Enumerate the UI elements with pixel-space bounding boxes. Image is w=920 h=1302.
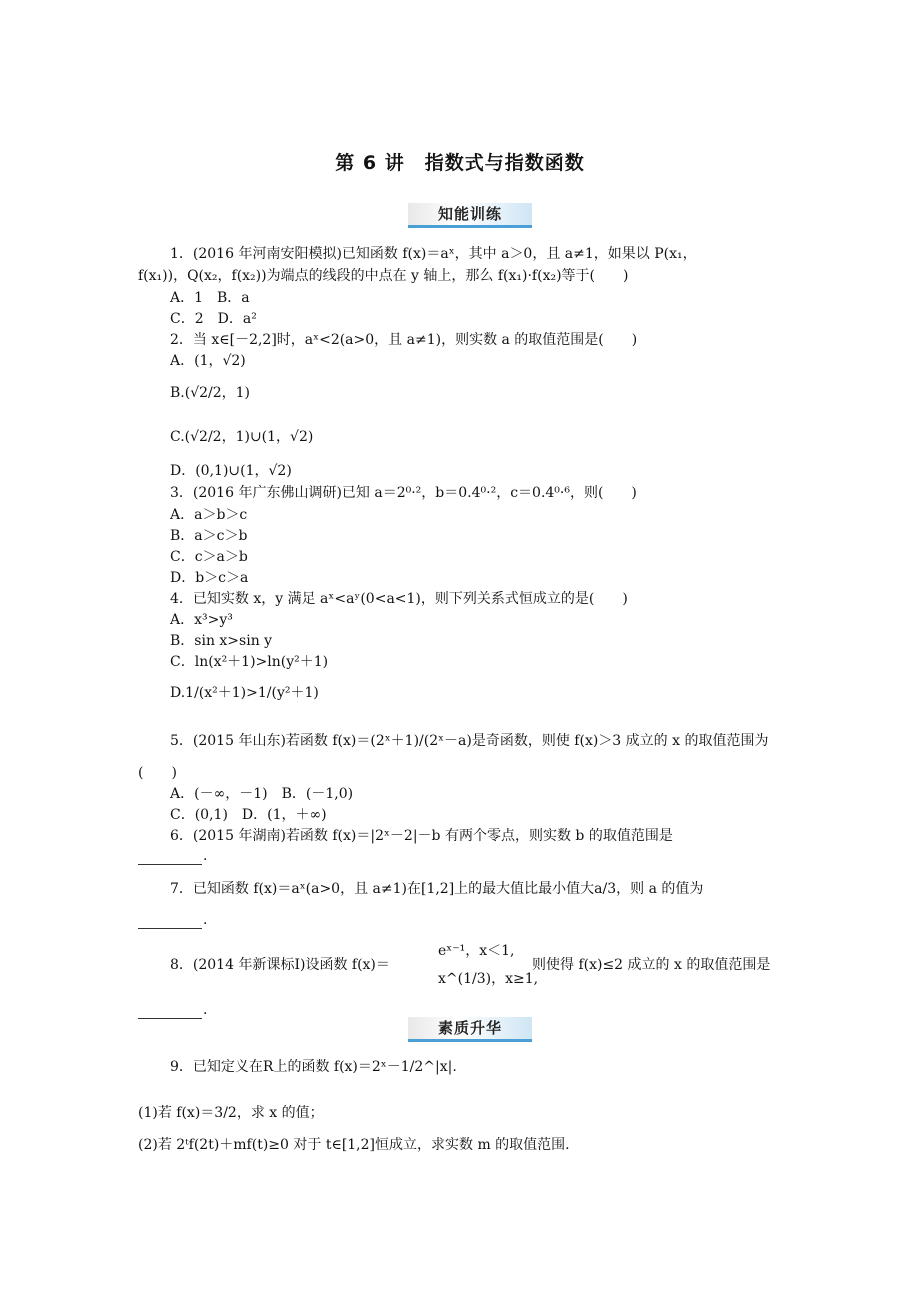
q5-paren: ( ) (138, 765, 177, 781)
q8-tail: 则使得 f(x)≤2 成立的 x 的取值范围是 (532, 957, 771, 973)
q5-stem: 5．(2015 年山东)若函数 f(x)＝(2ˣ＋1)/(2ˣ－a)是奇函数，则使 f(x)＞3 成立的 x 的取值范围为 (170, 733, 769, 749)
q8-stem: 8．(2014 年新课标Ⅰ)设函数 f(x)＝ (170, 957, 390, 973)
q9-stem: 9．已知定义在R上的函数 f(x)＝2ˣ－1/2^|x|. (170, 1059, 457, 1075)
q7-answer-blank[interactable] (138, 928, 202, 929)
q3-option-b: B．a＞c＞b (170, 528, 248, 544)
q2-option-a: A．(1，√2) (170, 353, 246, 369)
page-title: 第 6 讲 指数式与指数函数 (335, 152, 585, 174)
q5-options-ab: A．(－∞，－1) B．(－1,0) (170, 786, 354, 802)
section-banner-practice: 知能训练 (408, 203, 532, 228)
q5-options-cd: C．(0,1) D．(1，＋∞) (170, 807, 327, 823)
q4-option-b: B．sin x>sin y (170, 633, 273, 649)
q1-line1: 1．(2016 年河南安阳模拟)已知函数 f(x)＝aˣ，其中 a＞0，且 a≠1，如果以 P(x₁， (170, 246, 697, 262)
q3-stem: 3．(2016 年广东佛山调研)已知 a＝2⁰·²，b＝0.4⁰·²，c＝0.4⁰·⁶，则( ) (170, 485, 637, 501)
q2-option-b: B.(√2/2，1) (170, 385, 251, 401)
q6-stem: 6．(2015 年湖南)若函数 f(x)＝|2ˣ－2|－b 有两个零点，则实数 b 的取值范围是 (170, 828, 673, 844)
q9-part1: (1)若 f(x)＝3/2，求 x 的值； (138, 1105, 324, 1121)
q1-options-cd: C．2 D．a² (170, 311, 257, 327)
q4-option-a: A．x³>y³ (170, 612, 233, 628)
q4-option-c: C．ln(x²＋1)>ln(y²＋1) (170, 654, 329, 670)
q1-line2: f(x₁))，Q(x₂，f(x₂))为端点的线段的中点在 y 轴上，那么 f(x₁)·f(x₂)等于( ) (138, 268, 629, 284)
q6-answer-blank[interactable] (138, 864, 202, 865)
q7-period: . (203, 912, 208, 928)
q8-answer-blank[interactable] (138, 1018, 202, 1019)
q3-option-d: D．b＞c＞a (170, 570, 249, 586)
q2-option-d: D．(0,1)∪(1，√2) (170, 463, 292, 479)
q4-option-d: D.1/(x²＋1)>1/(y²＋1) (170, 685, 319, 701)
q3-option-c: C．c＞a＞b (170, 549, 248, 565)
section-banner-advanced: 素质升华 (408, 1017, 532, 1042)
q8-case-2: x^(1/3)，x≥1, (438, 971, 539, 987)
q8-period: . (203, 1002, 208, 1018)
q2-stem: 2．当 x∈[－2,2]时，aˣ<2(a>0，且 a≠1)，则实数 a 的取值范围是( ) (170, 332, 638, 348)
q3-option-a: A．a＞b＞c (170, 507, 248, 523)
q8-case-1: eˣ⁻¹，x＜1, (438, 943, 515, 959)
q9-part2: (2)若 2ᵗf(2t)＋mf(t)≥0 对于 t∈[1,2]恒成立，求实数 m 的取值范围. (138, 1137, 570, 1153)
q2-option-c: C.(√2/2，1)∪(1，√2) (170, 429, 314, 445)
q6-period: . (203, 848, 208, 864)
q1-options-ab: A．1 B．a (170, 290, 250, 306)
q4-stem: 4．已知实数 x，y 满足 aˣ<aʸ(0<a<1)，则下列关系式恒成立的是( ) (170, 591, 628, 607)
q7-stem: 7．已知函数 f(x)＝aˣ(a>0，且 a≠1)在[1,2]上的最大值比最小值大a/3，则 a 的值为 (170, 881, 704, 897)
